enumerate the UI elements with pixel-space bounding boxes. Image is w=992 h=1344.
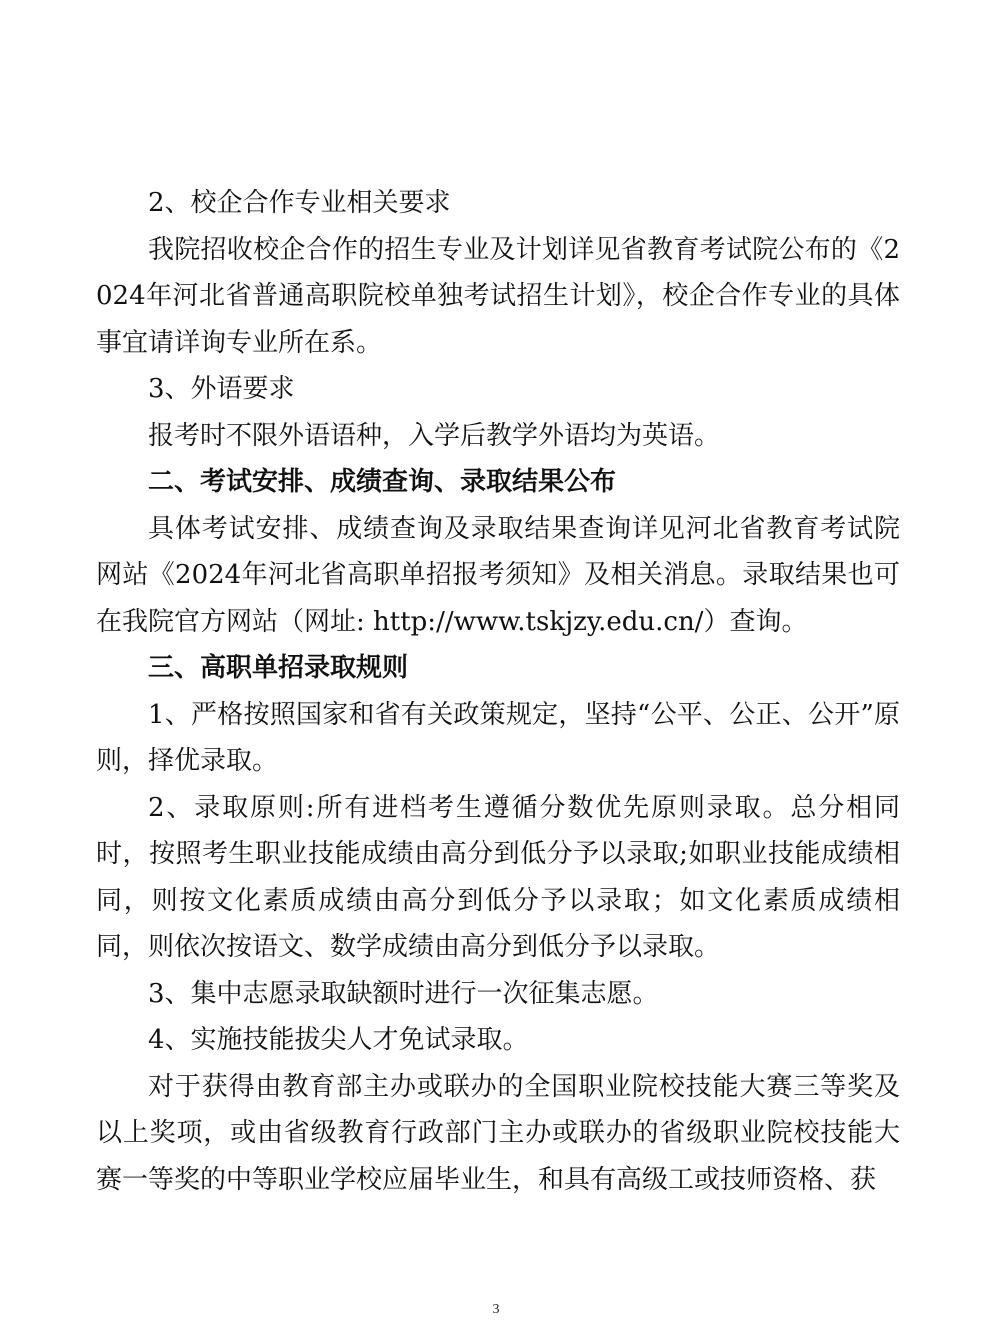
paragraph-8: 3、集中志愿录取缺额时进行一次征集志愿。: [148, 978, 659, 1009]
paragraph-9: 4、实施技能拔尖人才免试录取。: [148, 1025, 529, 1055]
page-number: 3: [492, 1302, 500, 1317]
paragraph-6: 1、严格按照国家和省有关政策规定，坚持“公平、公正、公开”原则，择优录取。: [96, 699, 900, 776]
section-heading-2: 二、考试安排、成绩查询、录取结果公布: [148, 467, 617, 497]
paragraph-7: 2、录取原则:所有进档考生遵循分数优先原则录取。总分相同时，按照考生职业技能成绩由高分到低分予以录取;如职业技能成绩相同，则按文化素质成绩由高分到低分予以录取；如文化素质成绩相同，则依次按语文、数学成绩由高分到低分予以录取。: [96, 792, 900, 962]
paragraph-5: 具体考试安排、成绩查询及录取结果查询详见河北省教育考试院网站《2024年河北省高职单招报考须知》及相关消息。录取结果也可在我院官方网站（网址: http://www.tskjzy.edu.cn/）查询。: [96, 513, 900, 637]
paragraph-2: 我院招收校企合作的招生专业及计划详见省教育考试院公布的《2024年河北省普通高职院校单独考试招生计划》，校企合作专业的具体事宜请详询专业所在系。: [96, 234, 900, 358]
paragraph-10: 对于获得由教育部主办或联办的全国职业院校技能大赛三等奖及以上奖项，或由省级教育行政部门主办或联办的省级职业院校技能大赛一等奖的中等职业学校应届毕业生，和具有高级工或技师资格、获: [96, 1071, 900, 1195]
document-body: [96, 180, 900, 1203]
paragraph-4: 报考时不限外语语种，入学后教学外语均为英语。: [148, 420, 721, 451]
paragraph-3: 3、外语要求: [148, 374, 295, 404]
section-heading-3: 三、高职单招录取规则: [148, 653, 409, 683]
paragraph-1: 2、校企合作专业相关要求: [148, 188, 451, 218]
